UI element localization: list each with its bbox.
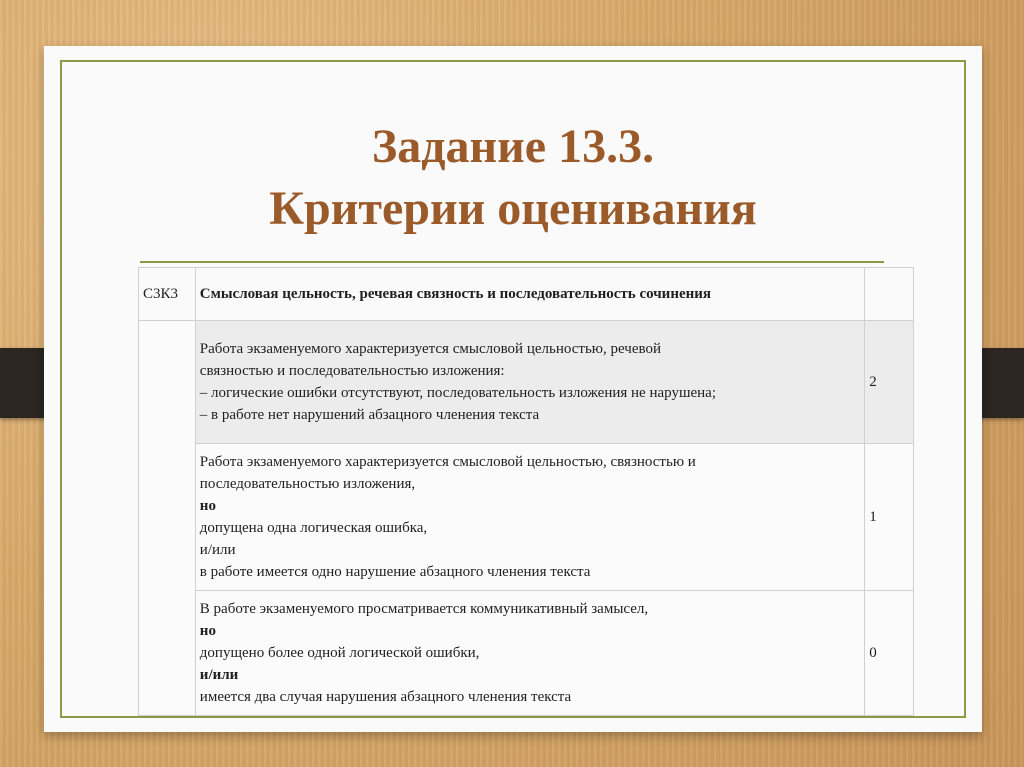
description-line: и/или (199, 542, 236, 558)
table-row (139, 444, 914, 591)
slide (44, 46, 982, 732)
description-line: – логические ошибки отсутствуют, последовательность изложения не нарушена; (199, 385, 717, 401)
description-line: но (199, 623, 216, 639)
description-line: Работа экзаменуемого характеризуется смысловой цельностью, связностью и (199, 454, 696, 470)
description-line: последовательностью изложения, (199, 476, 416, 492)
description-line: Работа экзаменуемого характеризуется смысловой цельностью, речевой (199, 341, 662, 357)
description-line: в работе имеется одно нарушение абзацного членения текста (199, 564, 591, 580)
title-line-2: Критерии оценивания (269, 182, 757, 235)
table-row (139, 591, 914, 716)
title-line-1: Задание 13.3. (371, 120, 655, 173)
description-line: допущена одна логическая ошибка, (199, 520, 428, 536)
description-line: связностью и последовательностью изложения: (199, 363, 505, 379)
row-description (195, 444, 865, 591)
criteria-table-wrap (138, 267, 914, 716)
description-line: имеется два случая нарушения абзацного членения текста (199, 689, 572, 705)
description-line: В работе экзаменуемого просматривается коммуникативный замысел, (199, 601, 649, 617)
description-line: – в работе нет нарушений абзацного членения текста (199, 407, 540, 423)
slide-title (44, 116, 982, 240)
row-score: 0 (865, 591, 914, 716)
row-description (195, 591, 865, 716)
merged-empty-cell (139, 321, 196, 716)
table-header-row (139, 268, 914, 321)
row-description (195, 321, 865, 444)
criterion-title: Смысловая цельность, речевая связность и последовательность сочинения (195, 268, 865, 321)
header-score-cell (865, 268, 914, 321)
description-line: но (199, 498, 216, 514)
criteria-table (138, 267, 914, 716)
row-score: 1 (865, 444, 914, 591)
description-line: допущено более одной логической ошибки, (199, 645, 480, 661)
title-divider (140, 261, 884, 263)
description-line: и/или (199, 667, 239, 683)
criterion-code: С3К3 (139, 268, 196, 321)
row-score: 2 (865, 321, 914, 444)
table-row (139, 321, 914, 444)
